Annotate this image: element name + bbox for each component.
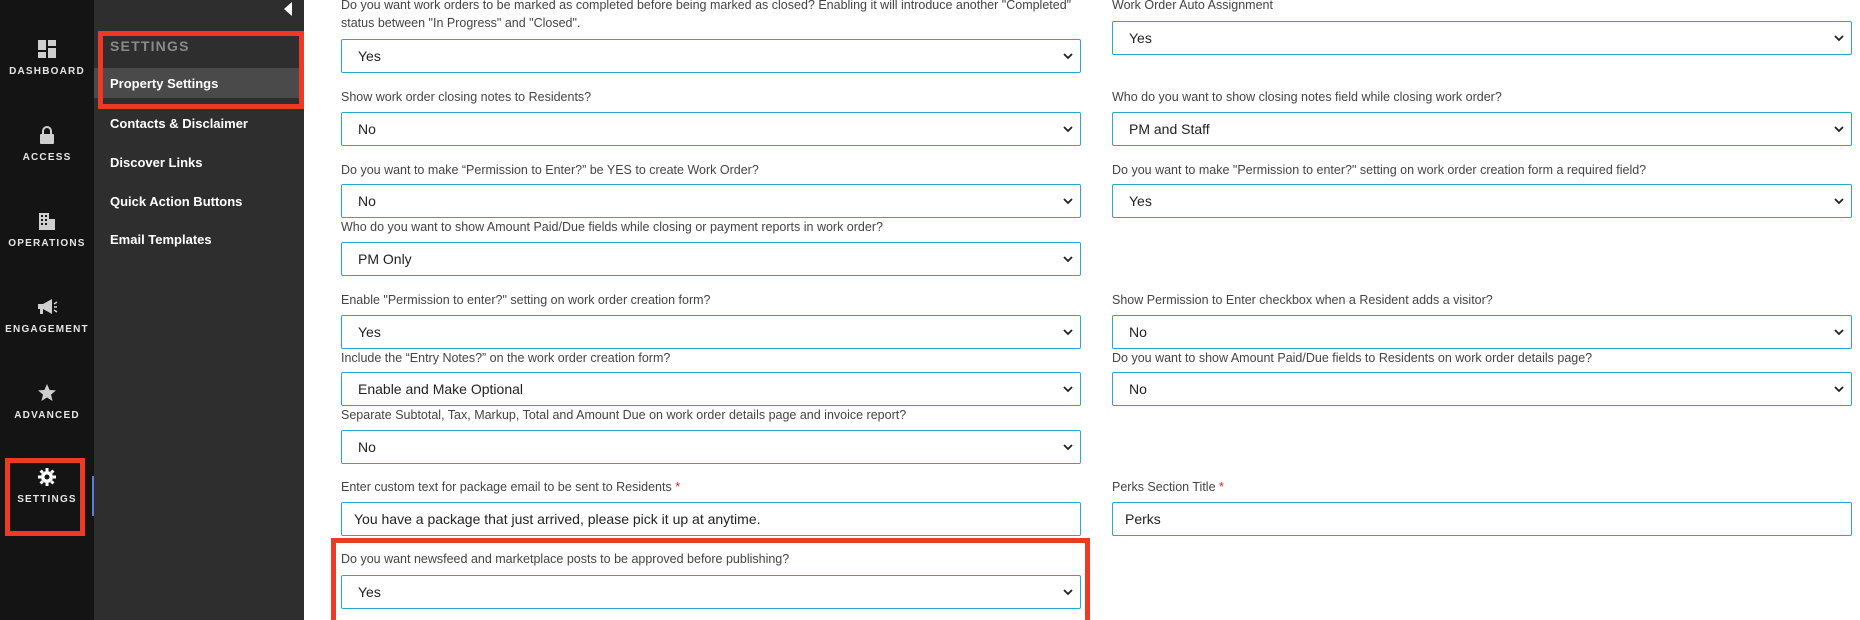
field-label: Do you want to show Amount Paid/Due fields to Residents on work order details page? [1112,351,1593,365]
nav-settings[interactable] [0,450,94,520]
field-label: Do you want newsfeed and marketplace posts to be approved before publishing? [341,552,790,566]
nav-label: ACCESS [22,151,72,163]
entry-notes-select[interactable] [341,372,1081,406]
settings-sidebar [94,0,304,620]
building-icon [36,210,58,232]
property-settings-form [304,0,1860,620]
field-label: Separate Subtotal, Tax, Markup, Total and Amount Due on work order details page and invoice report? [341,408,907,422]
nav-access[interactable] [0,108,94,178]
sidebar-item-label: Quick Action Buttons [110,193,243,209]
chevron-down-icon [1062,326,1074,338]
nav-label: ENGAGEMENT [5,323,89,335]
chevron-left-icon [284,2,292,21]
closing-notes-visibility-select[interactable] [1112,112,1852,146]
amount-paid-visibility-select[interactable] [341,242,1081,276]
visitor-permission-select[interactable] [1112,315,1852,349]
chevron-down-icon [1062,195,1074,207]
nav-engagement[interactable] [0,280,94,350]
collapse-sidebar-button[interactable] [280,2,296,20]
field-label: Do you want to make "Permission to enter?" setting on work order creation form a required field? [1112,163,1647,177]
package-email-text-input[interactable] [341,502,1081,536]
select-value: No [358,121,376,137]
star-icon [36,382,58,404]
nav-advanced[interactable] [0,366,94,436]
sidebar-item-contacts-disclaimer[interactable] [94,108,304,138]
nav-label: ADVANCED [14,409,80,421]
permission-required-field-select[interactable] [1112,184,1852,218]
chevron-down-icon [1062,253,1074,265]
permission-required-create-select[interactable] [341,184,1081,218]
field-label [1112,478,1852,496]
input-value: Perks [1125,511,1161,527]
sidebar-item-label: Discover Links [110,154,203,170]
nav-label: DASHBOARD [9,65,85,77]
lock-icon [36,124,58,146]
field-label: Who do you want to show Amount Paid/Due fields while closing or payment reports in work order? [341,220,883,234]
chevron-down-icon [1062,383,1074,395]
perks-title-input[interactable] [1112,502,1852,536]
sidebar-item-discover-links[interactable] [94,147,304,177]
field-label [341,478,1081,496]
select-value: No [358,439,376,455]
nav-dashboard[interactable] [0,22,94,92]
sidebar-item-quick-action-buttons[interactable] [94,186,304,216]
required-marker: * [675,480,681,494]
chevron-down-icon [1833,195,1845,207]
post-approval-select[interactable] [341,575,1081,609]
auto-assignment-select[interactable] [1112,21,1852,55]
select-value: No [358,193,376,209]
select-value: Yes [1129,193,1152,209]
megaphone-icon [36,296,58,318]
select-value: Yes [1129,30,1152,46]
select-value: Yes [358,48,381,64]
required-marker: * [1219,480,1224,494]
nav-label: OPERATIONS [8,237,86,249]
chevron-down-icon [1062,441,1074,453]
separate-subtotal-select[interactable] [341,430,1081,464]
sidebar-title: SETTINGS [110,38,190,54]
field-label: Enable "Permission to enter?" setting on work order creation form? [341,293,711,307]
field-label: Work Order Auto Assignment [1112,0,1273,12]
dashboard-icon [36,38,58,60]
chevron-down-icon [1062,123,1074,135]
sidebar-item-label: Contacts & Disclaimer [110,115,248,131]
label-text: Enter custom text for package email to be sent to Residents [341,480,672,494]
field-label: Show Permission to Enter checkbox when a Resident adds a visitor? [1112,293,1493,307]
select-value: Yes [358,584,381,600]
field-label: Do you want work orders to be marked as completed before being marked as closed? Enabling it will introduce another "Completed" status between "In Progress" and "Closed". [341,0,1072,30]
chevron-down-icon [1833,123,1845,135]
chevron-down-icon [1833,32,1845,44]
input-value: You have a package that just arrived, please pick it up at anytime. [354,511,761,527]
label-text: Perks Section Title [1112,480,1216,494]
nav-label: SETTINGS [17,493,77,505]
select-value: No [1129,324,1147,340]
gear-icon [36,466,58,488]
enable-permission-select[interactable] [341,315,1081,349]
sidebar-item-property-settings[interactable] [94,68,304,98]
sidebar-item-label: Email Templates [110,231,212,247]
nav-operations[interactable] [0,194,94,264]
main-nav-rail [0,0,94,620]
completed-status-select[interactable] [341,39,1081,73]
field-label: Do you want to make “Permission to Enter?” be YES to create Work Order? [341,163,759,177]
sidebar-item-label: Property Settings [110,75,219,91]
select-value: Yes [358,324,381,340]
select-value: PM and Staff [1129,121,1210,137]
chevron-down-icon [1833,326,1845,338]
chevron-down-icon [1062,586,1074,598]
amount-paid-residents-select[interactable] [1112,372,1852,406]
select-value: Enable and Make Optional [358,381,523,397]
closing-notes-residents-select[interactable] [341,112,1081,146]
field-label: Who do you want to show closing notes field while closing work order? [1112,90,1502,104]
sidebar-item-email-templates[interactable] [94,224,304,254]
chevron-down-icon [1062,50,1074,62]
select-value: No [1129,381,1147,397]
select-value: PM Only [358,251,412,267]
chevron-down-icon [1833,383,1845,395]
field-label: Include the “Entry Notes?” on the work order creation form? [341,351,671,365]
field-label: Show work order closing notes to Residents? [341,90,592,104]
